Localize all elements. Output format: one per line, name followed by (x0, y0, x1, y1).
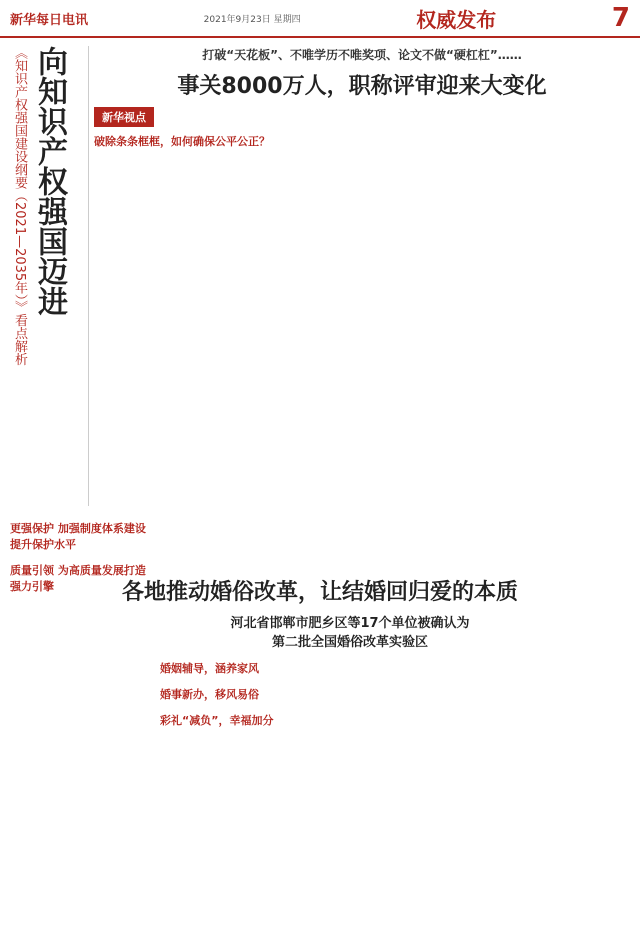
bottom-subhead-2: 婚事新办，移风易俗 (160, 688, 259, 701)
top-story (94, 46, 630, 149)
bottom-sidebar-title: 河北省邯郸市肥乡区等17个单位被确认为第二批全国婚俗改革实验区 (230, 616, 470, 650)
left-subtitle: 《知识产权强国建设纲要（2021—2035年）》看点解析 (12, 46, 27, 366)
top-subhead: 破除条条框框，如何确保公平公正？ (94, 135, 270, 148)
masthead (0, 0, 640, 38)
section-title: 权威发布 (416, 7, 497, 32)
issue-date: 2021年9月23日 星期四 (203, 14, 301, 25)
page-number: 7 (611, 3, 630, 33)
left-subhead-2: 质量引领 为高质量发展打造强力引擎 (10, 564, 146, 593)
left-title: 向知识产权强国迈进 (32, 46, 67, 316)
left-subhead-1: 更强保护 加强制度体系建设提升保护水平 (10, 522, 146, 551)
brand-logo: 新华每日电讯 (10, 12, 89, 28)
top-headline: 事关8000万人，职称评审迎来大变化 (177, 74, 547, 99)
bottom-subhead-3: 彩礼“减负”，幸福加分 (160, 714, 274, 727)
left-column (10, 46, 89, 506)
top-kicker: 打破“天花板”、不唯学历不唯奖项、论文不做“硬杠杠”…… (202, 48, 522, 62)
bottom-subhead-1: 婚姻辅导，涵养家风 (160, 662, 259, 675)
xinhua-badge: 新华视点 (94, 107, 154, 127)
bottom-subheads (160, 660, 620, 728)
bottom-headline: 各地推动婚俗改革，让结婚回归爱的本质 (121, 580, 518, 605)
